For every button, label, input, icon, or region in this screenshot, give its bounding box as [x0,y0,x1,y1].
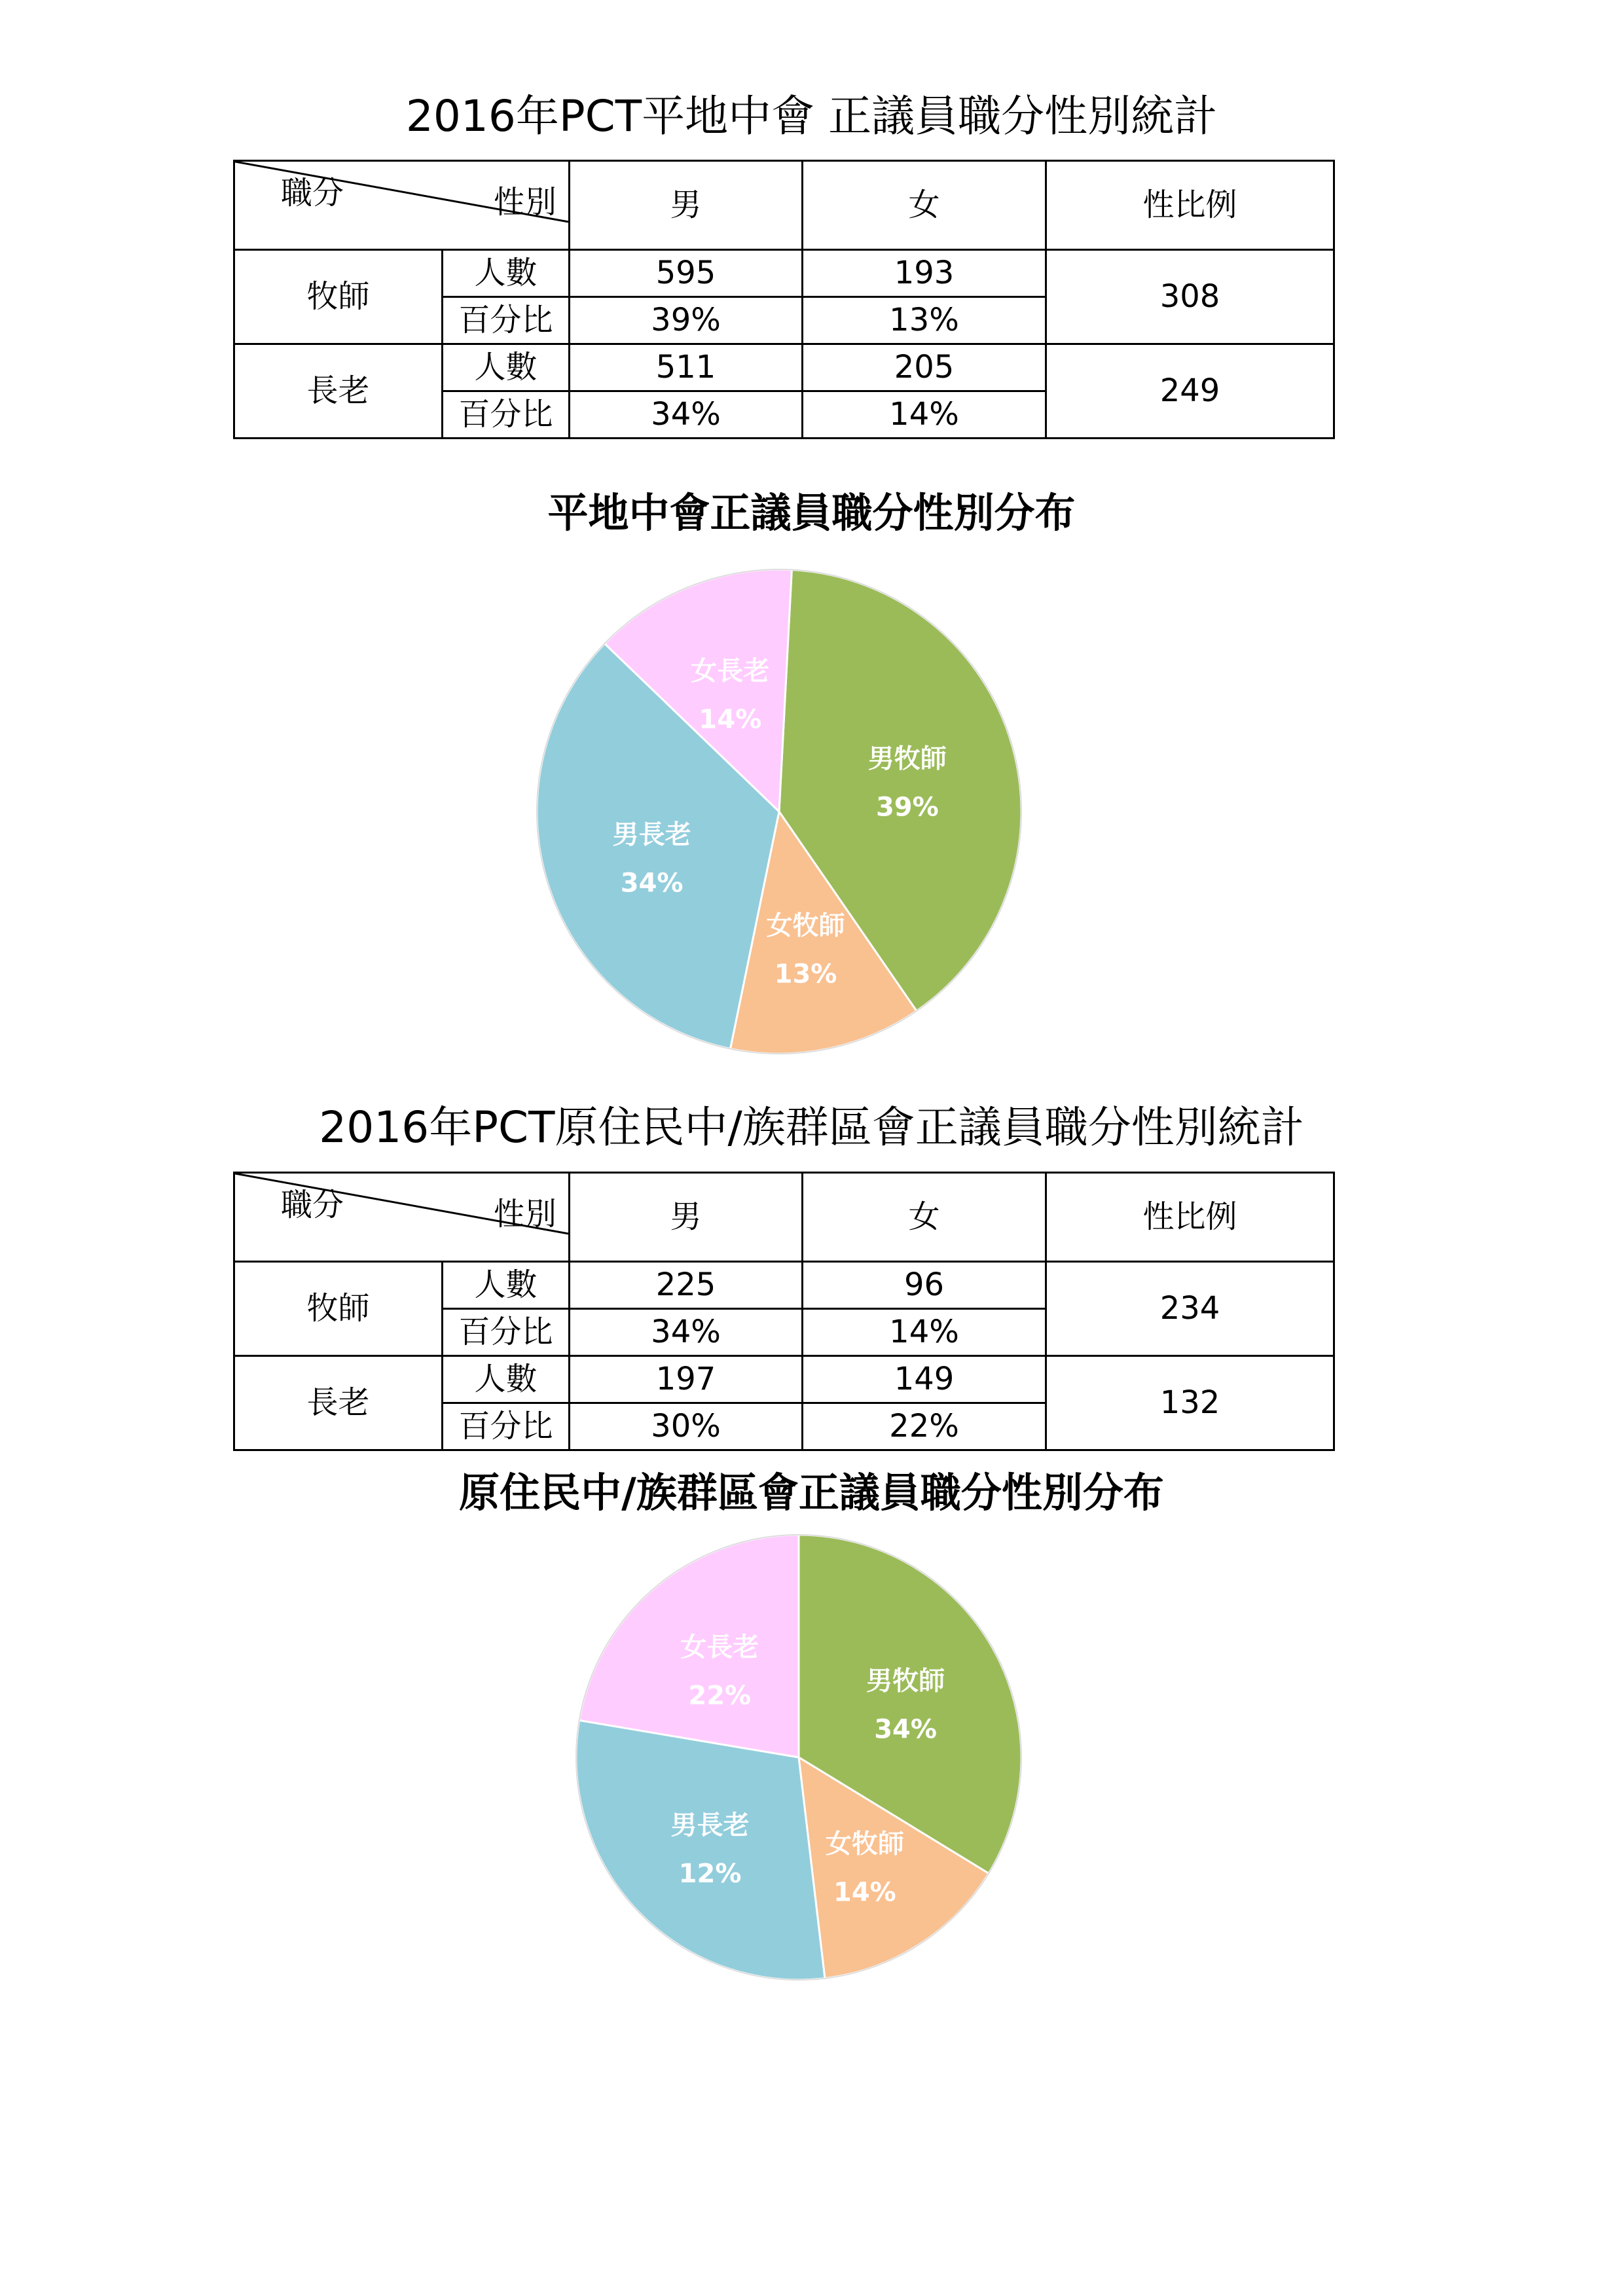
slice-label: 男長老 [612,819,691,850]
cell-ratio: 249 [1046,344,1334,439]
cell-female-count: 193 [803,250,1046,297]
slice-pct-label: 14% [699,704,762,735]
chart2-pie [563,1522,1034,1993]
cell-male-pct: 34% [570,391,803,439]
row-role: 牧師 [234,1262,443,1356]
cell-male-pct: 34% [570,1309,803,1356]
section2-table [233,1172,1335,1451]
cell-ratio: 308 [1046,250,1334,344]
slice-pct-label: 34% [874,1714,937,1745]
slice-label: 女牧師 [825,1829,904,1859]
cell-male-count: 225 [570,1262,803,1309]
header-gender: 性別 [493,184,556,221]
header-role: 職分 [281,1187,344,1223]
chart2-svg [563,1522,1034,1993]
cell-male-pct: 30% [570,1403,803,1450]
header-male: 男 [570,161,803,250]
section1-title: 2016年PCT平地中會 正議員職分性別統計 [405,91,1218,141]
table-corner-header [234,1173,570,1262]
cell-male-count: 595 [570,250,803,297]
slice-pct-label: 13% [774,959,837,990]
slice-label: 男長老 [670,1810,750,1840]
header-male: 男 [570,1173,803,1262]
row-count-label: 人數 [443,250,570,297]
slice-label: 女長老 [691,656,770,687]
chart2-title: 原住民中/族群區會正議員職分性別分布 [459,1469,1164,1516]
cell-female-count: 96 [803,1262,1046,1309]
table-corner-header [234,161,570,250]
cell-male-pct: 39% [570,297,803,344]
chart1-svg [524,556,1034,1067]
row-pct-label: 百分比 [443,1309,570,1356]
row-role: 長老 [234,1356,443,1450]
header-ratio: 性比例 [1046,1173,1334,1262]
chart1-pie [524,556,1034,1067]
row-role: 牧師 [234,250,443,344]
cell-female-count: 149 [803,1356,1046,1403]
row-count-label: 人數 [443,1262,570,1309]
row-count-label: 人數 [443,1356,570,1403]
slice-label: 男牧師 [866,1666,945,1696]
cell-ratio: 234 [1046,1262,1334,1356]
cell-ratio: 132 [1046,1356,1334,1450]
cell-female-count: 205 [803,344,1046,391]
section1-table [233,160,1335,439]
slice-pct-label: 22% [688,1681,752,1712]
cell-male-count: 511 [570,344,803,391]
cell-female-pct: 14% [803,391,1046,439]
header-female: 女 [803,1173,1046,1262]
header-ratio: 性比例 [1046,161,1334,250]
header-role: 職分 [281,175,344,211]
header-gender: 性別 [493,1196,556,1232]
cell-male-count: 197 [570,1356,803,1403]
slice-pct-label: 14% [833,1877,896,1908]
row-count-label: 人數 [443,344,570,391]
cell-female-pct: 14% [803,1309,1046,1356]
slice-label: 女長老 [680,1632,759,1663]
slice-pct-label: 39% [875,792,939,823]
cell-female-pct: 13% [803,297,1046,344]
cell-female-pct: 22% [803,1403,1046,1450]
pie-slice-2 [576,1720,825,1980]
slice-label: 男牧師 [867,744,947,774]
chart1-title: 平地中會正議員職分性別分布 [547,489,1076,537]
header-female: 女 [803,161,1046,250]
slice-pct-label: 12% [678,1858,742,1889]
slice-pct-label: 34% [620,868,684,899]
row-pct-label: 百分比 [443,391,570,439]
row-pct-label: 百分比 [443,297,570,344]
slice-label: 女牧師 [766,910,845,941]
section2-title: 2016年PCT原住民中/族群區會正議員職分性別統計 [319,1102,1304,1153]
row-role: 長老 [234,344,443,439]
row-pct-label: 百分比 [443,1403,570,1450]
